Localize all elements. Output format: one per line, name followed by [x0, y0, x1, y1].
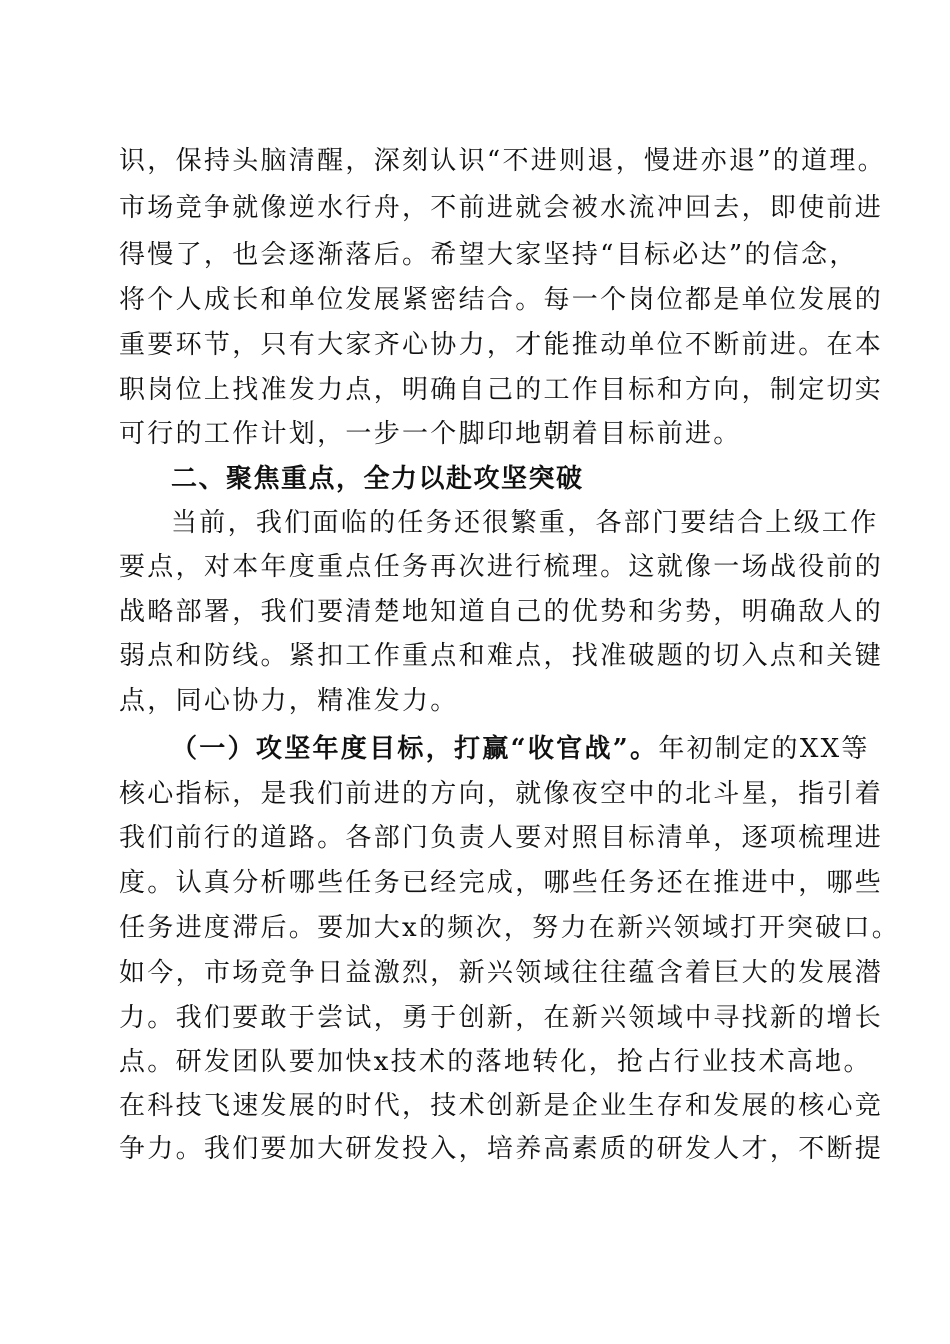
paragraph-line: 市场竞争就像逆水行舟，不前进就会被水流冲回去，即使前进: [119, 193, 884, 223]
paragraph-line: 可行的工作计划，一步一个脚印地朝着目标前进。: [119, 419, 742, 449]
section-heading: 二、聚焦重点，全力以赴攻坚突破: [171, 464, 584, 494]
paragraph-line: 弱点和防线。紧扣工作重点和难点，找准破题的切入点和关键: [119, 641, 884, 671]
paragraph-line: 识，保持头脑清醒，深刻认识“不进则退，慢进亦退”的道理。: [119, 146, 886, 176]
subsection-line: [171, 734, 870, 764]
paragraph-line: 我们前行的道路。各部门负责人要对照目标清单，逐项梳理进: [119, 823, 884, 853]
paragraph-line: 在科技飞速发展的时代，技术创新是企业生存和发展的核心竞: [119, 1091, 884, 1121]
paragraph-line: 点，同心协力，精准发力。: [119, 686, 459, 716]
paragraph-line: 得慢了，也会逐渐落后。希望大家坚持“目标必达”的信念，: [119, 240, 858, 270]
paragraph-line: 力。我们要敢于尝试，勇于创新，在新兴领域中寻找新的增长: [119, 1003, 884, 1033]
paragraph-line: 重要环节，只有大家齐心协力，才能推动单位不断前进。在本: [119, 330, 884, 360]
paragraph-line: 任务进度滞后。要加大x的频次，努力在新兴领域打开突破口。: [119, 913, 901, 943]
paragraph-line: 如今，市场竞争日益激烈，新兴领域往往蕴含着巨大的发展潜: [119, 958, 884, 988]
paragraph-line: 战略部署，我们要清楚地知道自己的优势和劣势，明确敌人的: [119, 597, 884, 627]
subsection-text: 年初制定的XX等: [658, 734, 870, 764]
paragraph-line: 要点，对本年度重点任务再次进行梳理。这就像一场战役前的: [119, 552, 884, 582]
paragraph-line: 点。研发团队要加快x技术的落地转化，抢占行业技术高地。: [119, 1047, 872, 1077]
paragraph-line: 争力。我们要加大研发投入，培养高素质的研发人才，不断提: [119, 1134, 884, 1164]
paragraph-line: 职岗位上找准发力点，明确自己的工作目标和方向，制定切实: [119, 375, 884, 405]
subsection-title: （一）攻坚年度目标，打赢“收官战”。: [171, 734, 659, 764]
paragraph-line: 当前，我们面临的任务还很繁重，各部门要结合上级工作: [171, 508, 879, 538]
paragraph-line: 将个人成长和单位发展紧密结合。每一个岗位都是单位发展的: [119, 285, 884, 315]
paragraph-line: 度。认真分析哪些任务已经完成，哪些任务还在推进中，哪些: [119, 868, 884, 898]
paragraph-line: 核心指标，是我们前进的方向，就像夜空中的北斗星，指引着: [119, 779, 884, 809]
